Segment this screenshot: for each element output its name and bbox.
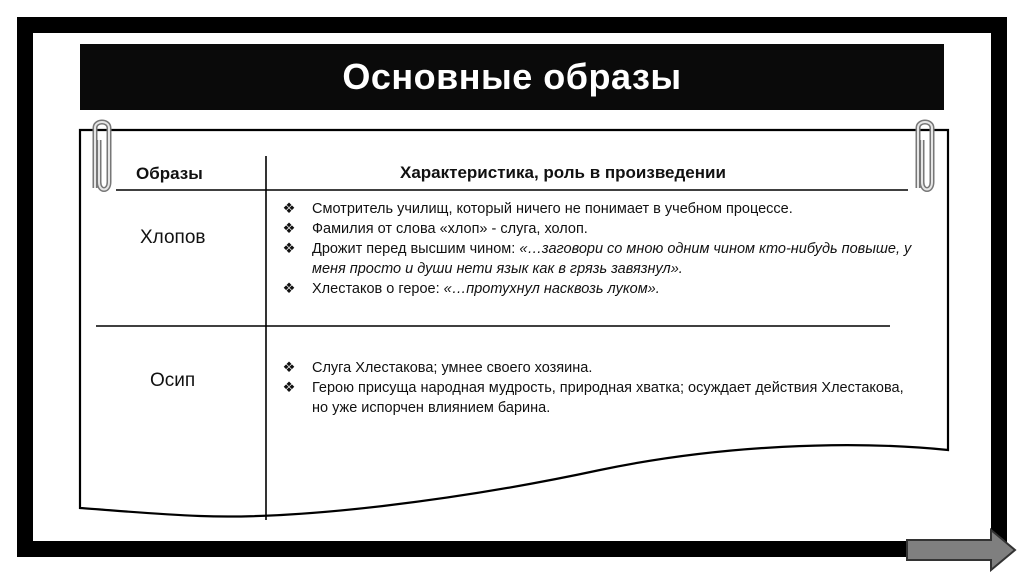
list-item: ❖ Герою присуща народная мудрость, природная хватка; осуждает действия Хлестакова, но уже испорчен влиянием барина. [278, 378, 918, 418]
slide-title: Основные образы [342, 56, 682, 97]
list-item: ❖ Слуга Хлестакова; умнее своего хозяина. [278, 358, 918, 378]
diamond-bullet-icon: ❖ [282, 360, 296, 376]
character-name-osip: Осип [150, 370, 196, 391]
header-images: Образы [136, 164, 203, 183]
header-characteristics: Характеристика, роль в произведении [400, 163, 726, 182]
bullet-list-osip [278, 358, 918, 418]
paper-outline [80, 130, 948, 517]
list-item: ❖ Хлестаков о герое: «…протухнул насквозь луком». [278, 279, 918, 299]
next-slide-button[interactable] [905, 528, 1017, 572]
list-item: ❖ Фамилия от слова «хлоп» - слуга, холоп. [278, 219, 918, 239]
diamond-bullet-icon: ❖ [282, 281, 296, 297]
list-item: ❖ Смотритель училищ, который ничего не понимает в учебном процессе. [278, 199, 918, 219]
arrow-right-icon [907, 530, 1015, 570]
diamond-bullet-icon: ❖ [282, 201, 296, 217]
character-name-khlopov: Хлопов [140, 227, 206, 248]
diamond-bullet-icon: ❖ [282, 241, 296, 257]
list-item: ❖ Дрожит перед высшим чином: «…заговори со мною одним чином кто-нибудь повыше, у меня просто и души нети язык как в грязь завязнул». [278, 239, 918, 279]
bullet-list-khlopov [278, 199, 918, 299]
diamond-bullet-icon: ❖ [282, 221, 296, 237]
diamond-bullet-icon: ❖ [282, 380, 296, 396]
